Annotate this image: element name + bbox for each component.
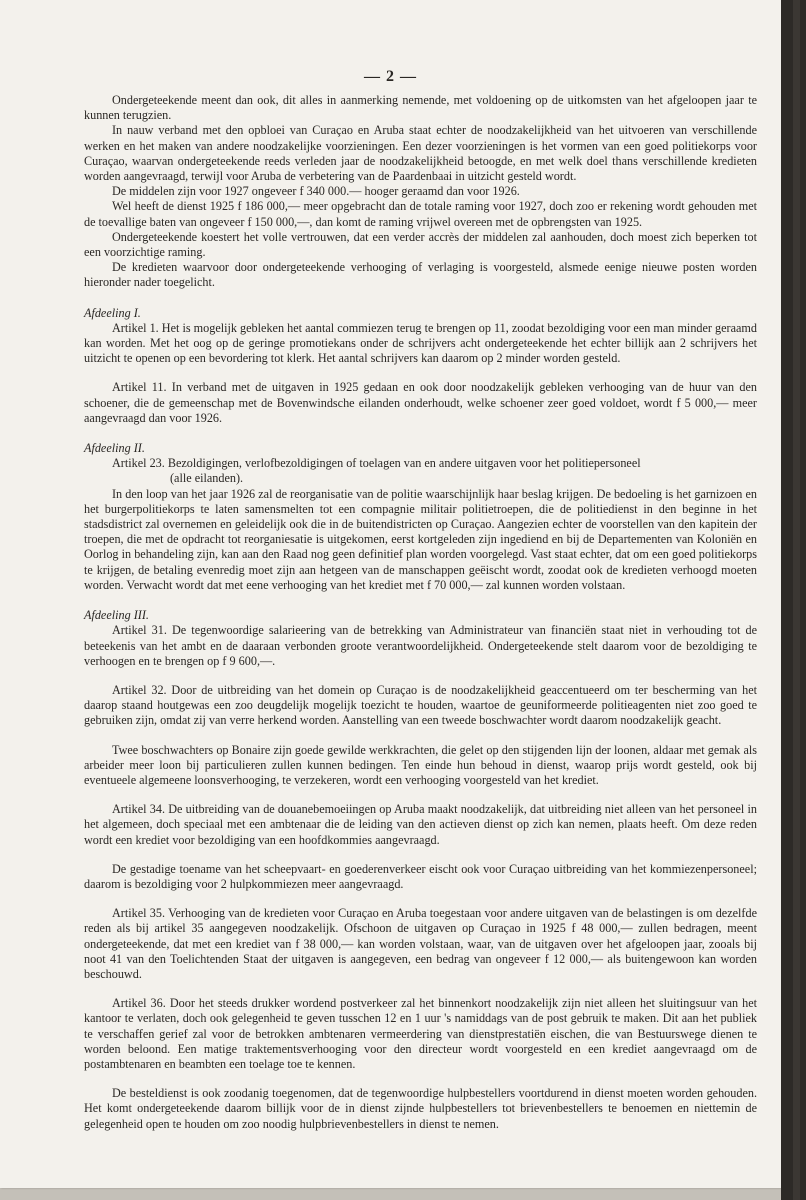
article-paragraph: De gestadige toename van het scheepvaart- en goederenverkeer eischt ook voor Curaçao uitbreiding van het kommiezenpersoneel; daarom is bezoldiging voor 2 hulpkommiezen meer aangevraagd.: [84, 861, 757, 891]
intro-paragraph: Ondergeteekende koestert het volle vertrouwen, dat een verder accrès der middelen zal aanhouden, doch moest zich beperken tot een voorzichtige raming.: [84, 229, 757, 260]
intro-paragraph: Wel heeft de dienst 1925 f 186 000,— meer opgebracht dan de totale raming voor 1927, doch zoo er rekening wordt gehouden met de toevallige baten van ongeveer f 150 000,—, dan komt de raming vrijwel overeen met de opbrengsten van 1925.: [84, 199, 757, 229]
article-paragraph: Artikel 35. Verhooging van de kredieten voor Curaçao en Aruba toegestaan voor andere uitgaven van de belastingen is om dezelfde reden als bij artikel 35 aangegeven noodzakelijk. Ofschoon de uitgaven op Curaçao in 1925 f 48 000,— zullen bedragen, meent ondergeteekende, dat met een krediet van f 38 000,— kan worden volstaan, waar, van de uitgaven over het afgeloopen jaar, zooals bij noot 41 van den Toelichtenden Staat der uitgaven is aangegeven, een bedrag van ongeveer f 12 000,— als buitengewoon kan worden beschouwd.: [84, 906, 757, 981]
article-paragraph: Artikel 11. In verband met de uitgaven in 1925 gedaan en ook door noodzakelijk gebleken verhooging van de huur van den schoener, die de gemeenschap met de Bovenwindsche eilanden onderhoudt, welke schoener zeer goed voldoet, wordt f 5 000,— meer aangevraagd dan voor 1926.: [84, 380, 757, 425]
article-paragraph: Artikel 1. Het is mogelijk gebleken het aantal commiezen terug te brengen op 11, zoodat bezoldiging voor een man minder geraamd kan worden. Met het oog op de geringe promotiekans onder de schrijvers acht ondergeteekende het echter billijk aan 2 schrijvers het uitzicht te openen op een bevordering tot klerk. Het aantal schrijvers kan daarom op 2 minder worden gesteld.: [84, 320, 757, 366]
article-paragraph: In den loop van het jaar 1926 zal de reorganisatie van de politie waarschijnlijk haar beslag krijgen. De bedoeling is het garnizoen en het burgerpolitiekorps te laten samensmelten tot een compagnie militair politietroepen, die de politiedienst in den beginne in het stadsdistrict zal overnemen en geleidelijk ook die in de buitendistricten op Curaçao. Aangezien echter de voorstellen van den kapitein der troepen, die met de opdracht tot reorganiesatie is uitgekomen, eerst kortgeleden zijn ingediend en bij de Departementen van Koloniën en Oorlog in behandeling zijn, kan aan den Raad nog geen definitief plan worden voorgelegd. Vast staat echter, dat om een goed politiekorps te krijgen, de betaling evenredig moet zijn aan hetgeen van de manschappen geëischt wordt, zoodat ook de kredieten verhoogd moeten worden. Verwacht wordt dat met eene verhooging van het krediet met f 70 000,— zal kunnen worden volstaan.: [84, 486, 757, 592]
article-paragraph: De besteldienst is ook zoodanig toegenomen, dat de tegenwoordige hulpbestellers voortdurend in dienst moeten worden gehouden. Het komt ondergeteekende daarom billijk voor de in dienst zijnde hulpbestellers tot brievenbestellers te benoemen en niettemin de gelegenheid open te houden om zoo noodig hulpbrievenbestellers in dienst te nemen.: [84, 1086, 757, 1131]
document-body: [84, 93, 757, 1132]
article-paragraph: Twee boschwachters op Bonaire zijn goede gewilde werkkrachten, die gelet op den stijgenden lijn der loonen, aldaar met gemak als arbeider meer loon bij particulieren zullen kunnen bedingen. Ten einde hun behoud in dienst, waarop prijs wordt gesteld, ook bij eventueele algemeene loonsverhooging, te verzekeren, wordt een verhooging voorgesteld van het krediet.: [84, 742, 757, 787]
intro-paragraph: Ondergeteekende meent dan ook, dit alles in aanmerking nemende, met voldoening op de uitkomsten van het afgeloopen jaar te kunnen terugzien.: [84, 93, 757, 123]
scan-binding-strip: [793, 0, 800, 1200]
intro-paragraph: In nauw verband met den opbloei van Curaçao en Aruba staat echter de noodzakelijkheid van het uitvoeren van verschillende werken en het maken van andere noodzakelijke voorzieningen. Een dezer voorzieningen is het vormen van een goed politiekorps voor Curaçao, waarvan ondergeteekende reeds verleden jaar de noodzakelijkheid betoogde, en met welk doel thans verschillende kredieten worden aangevraagd, terwijl voor Aruba de verbetering van de Paardenbaai in uitzicht gesteld wordt.: [84, 123, 757, 184]
intro-paragraph: De kredieten waarvoor door ondergeteekende verhooging of verlaging is voorgesteld, alsmede eenige nieuwe posten worden hieronder nader toegelicht.: [84, 260, 757, 290]
article-paragraph: Artikel 32. Door de uitbreiding van het domein op Curaçao is de noodzakelijkheid geaccentueerd om ter bescherming van het daarop staand houtgewas een zoo deugdelijk mogelijk toezicht te houden, waartoe de geuniformeerde politieagenten niet zoo goed te gebruiken zijn, omdat zij van verre herkend worden. Aanstelling van een tweede boschwachter wordt daarom noodzakelijk geacht.: [84, 682, 757, 728]
section-heading-afdeeling-3: Afdeeling III.: [84, 608, 149, 623]
page-number: — 2 —: [364, 68, 417, 85]
article-paragraph: Artikel 36. Door het steeds drukker wordend postverkeer zal het binnenkort noodzakelijk zijn niet alleen het sluitingsuur van het kantoor te verlaten, doch ook gelegenheid te geven tusschen 12 en 1 uur 's namiddags van de post gebruik te maken. Dit aan het publiek te verschaffen gerief zal voor de betrokken ambtenaren vermeerdering van dienstprestatiën eischen, die van Bestuurswege dienen te worden beloond. Een matige traktementsverhooging voor den directeur wordt voorgesteld en een krediet aangevraagd om de postambtenaren en beambten een toelage toe te kennen.: [84, 996, 757, 1071]
article-title-line: Artikel 23. Bezoldigingen, verlofbezoldigingen of toelagen van en andere uitgaven voor het politiepersoneel: [112, 456, 641, 471]
article-paragraph: Artikel 34. De uitbreiding van de douanebemoeiingen op Aruba maakt noodzakelijk, dat uitbreiding niet alleen van het personeel in het algemeen, doch speciaal met een ambtenaar die de leiding van den actieven dienst op zich kan nemen, plaats heeft. Om deze reden wordt een krediet voor bezoldiging van een hoofdkommies aangevraagd.: [84, 802, 757, 847]
section-heading-afdeeling-2: Afdeeling II.: [84, 441, 145, 456]
section-heading-afdeeling-1: Afdeeling I.: [84, 305, 141, 320]
article-paragraph: Artikel 31. De tegenwoordige salarieering van de betrekking van Administrateur van financiën staat niet in verhouding tot de beteekenis van het ambt en de daaraan verbonden groote verantwoordelijkheid. Ondergeteekende stelt daarom voor de bezoldiging te verhoogen en te brengen op f 9 600,—.: [84, 623, 757, 668]
scan-binding-edge: [781, 0, 806, 1200]
intro-paragraph: De middelen zijn voor 1927 ongeveer f 340 000.— hooger geraamd dan voor 1926.: [112, 184, 520, 199]
article-title-subline: (alle eilanden).: [170, 471, 244, 486]
